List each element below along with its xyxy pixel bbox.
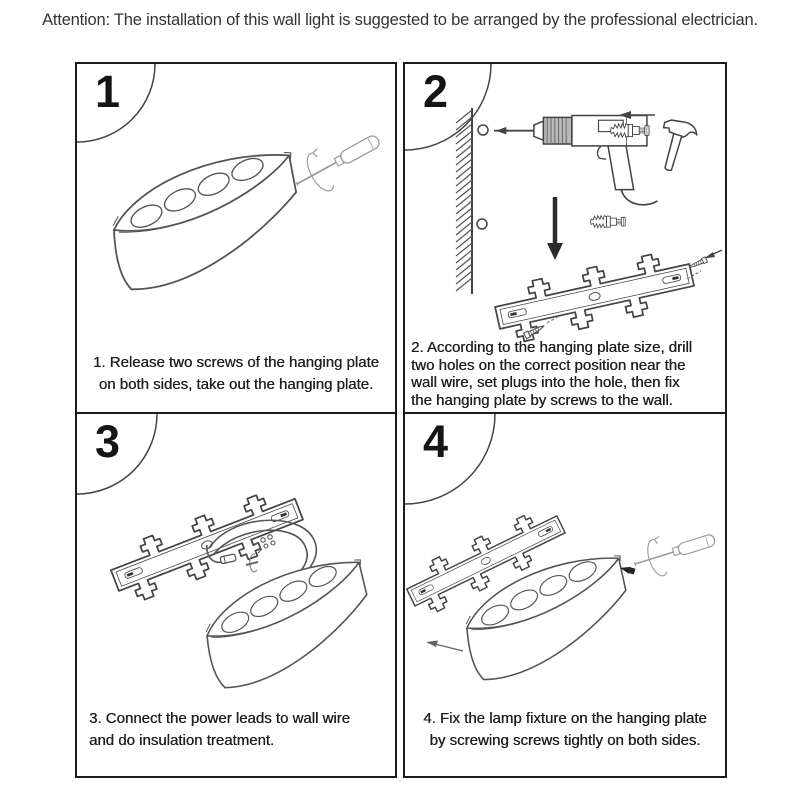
lamp-fixture-illustration — [103, 148, 311, 293]
screwdriver-icon — [629, 521, 720, 583]
step-1-panel — [75, 62, 397, 414]
drill-hole-mark — [478, 125, 488, 135]
caption-line: 2. According to the hanging plate size, drill — [411, 339, 693, 356]
step-4-caption — [405, 708, 725, 752]
wall-hatch — [456, 108, 472, 294]
wire-connector-icon — [220, 554, 236, 564]
step-number: 2 — [423, 66, 449, 117]
step-3-caption — [77, 708, 395, 752]
step-4-panel — [403, 412, 727, 778]
hanging-plate-illustration — [491, 247, 698, 346]
caption-line: two holes on the correct position near the — [411, 356, 686, 374]
caption-line: the hanging plate by screws to the wall. — [411, 391, 673, 409]
caption-line: by screwing screws tightly on both sides. — [429, 732, 701, 749]
attention-note: Attention: The installation of this wall light is suggested to be arranged by the professional electrician. — [42, 11, 758, 29]
wall-plug-icon — [591, 216, 626, 228]
caption-line: and do insulation treatment. — [89, 732, 275, 749]
step-2-caption — [405, 339, 725, 409]
step-number: 3 — [95, 416, 121, 467]
caption-line: on both sides, take out the hanging plate. — [98, 376, 374, 393]
drill-hole-mark — [477, 219, 487, 229]
down-arrow-icon — [547, 197, 563, 260]
screwdriver-icon — [287, 121, 389, 203]
step-number: 1 — [95, 66, 121, 117]
corner-arc — [405, 414, 495, 504]
step-2-panel — [403, 62, 727, 414]
step-number: 4 — [423, 416, 449, 467]
caption-line: wall wire, set plugs into the hole, then fix — [411, 374, 680, 391]
step-1-caption — [77, 352, 395, 396]
hammer-icon — [655, 118, 699, 174]
step-3-panel — [75, 412, 397, 778]
direction-arrow-icon — [426, 641, 463, 652]
caption-line: 1. Release two screws of the hanging plate — [92, 354, 379, 371]
caption-line: 4. Fix the lamp fixture on the hanging plate — [423, 710, 707, 727]
caption-line: 3. Connect the power leads to wall wire — [89, 710, 350, 727]
lamp-fixture-illustration — [195, 556, 382, 692]
